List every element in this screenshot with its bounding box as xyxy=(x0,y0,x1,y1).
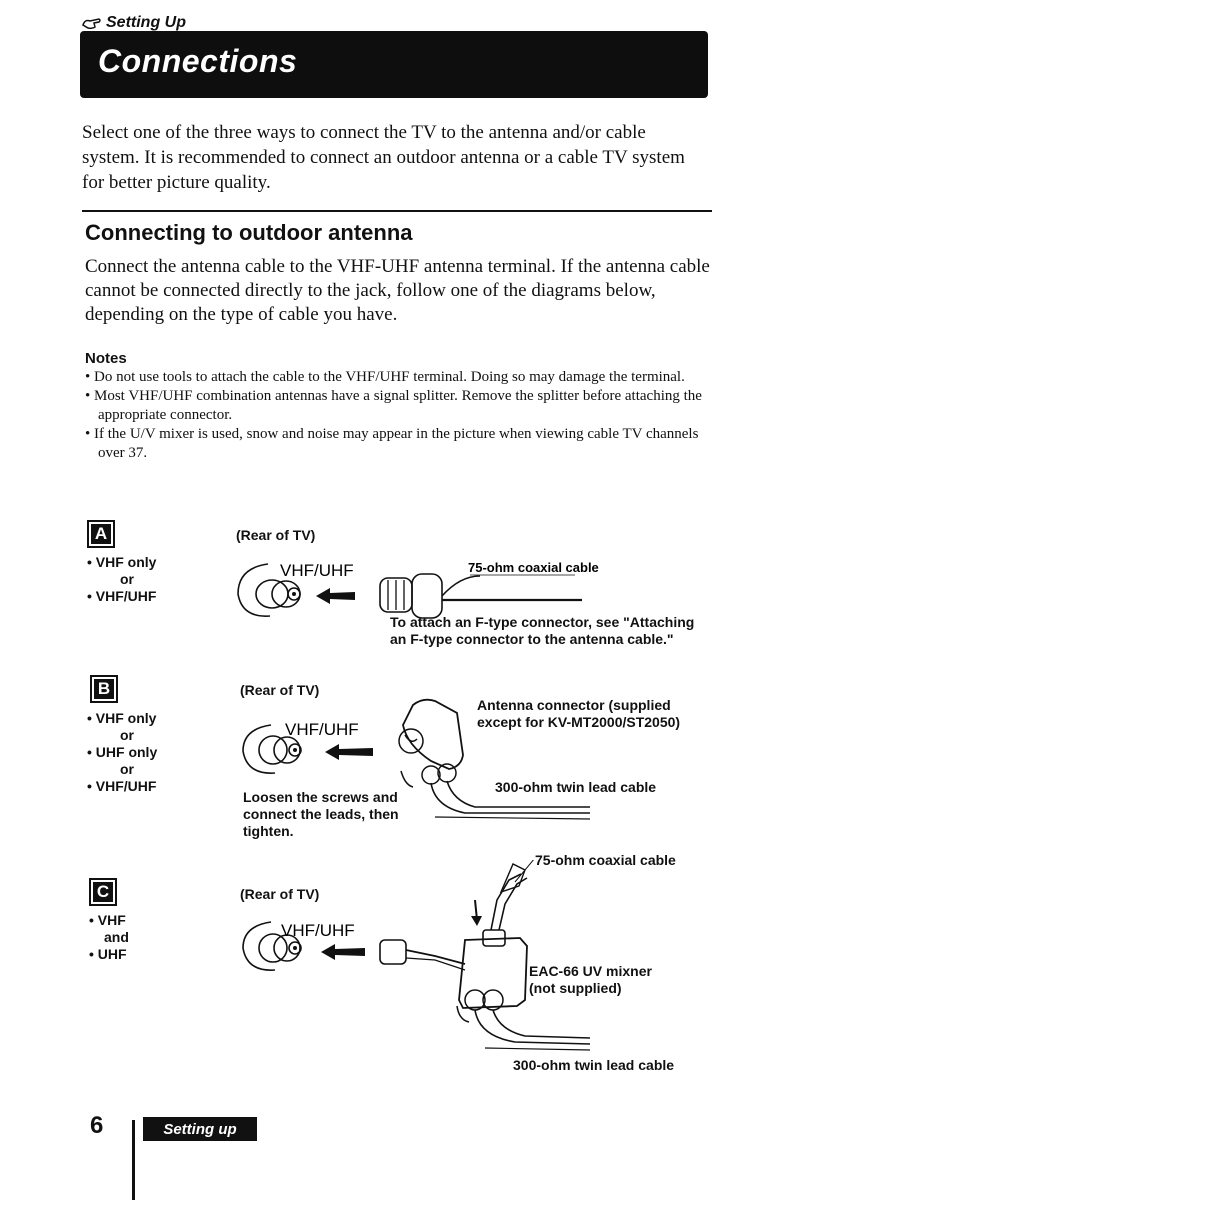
diagram-b-cable-label: 300-ohm twin lead cable xyxy=(495,779,657,795)
arrow-left-icon xyxy=(325,744,373,760)
diagram-c-badge: C xyxy=(89,878,117,906)
diagram-a-badge: A xyxy=(87,520,115,548)
terminal-label: VHF/UHF xyxy=(285,720,359,739)
note-item: • Most VHF/UHF combination antennas have a signal splitter. Remove the splitter before attaching the appropriate connector. xyxy=(85,388,702,423)
connector-line: except for KV-MT2000/ST2050) xyxy=(477,714,681,730)
diagram-b-badge: B xyxy=(90,675,118,703)
type-item: • VHF/UHF xyxy=(87,778,157,794)
type-item: • VHF xyxy=(89,912,126,928)
footer-rule xyxy=(132,1120,135,1200)
diagram-c-twin-label: 300-ohm twin lead cable xyxy=(513,1057,675,1073)
arrow-left-icon xyxy=(316,588,355,604)
diagram-c-types xyxy=(89,912,129,963)
section-heading: Connecting to outdoor antenna xyxy=(85,220,413,245)
diagram-c-mixer-label xyxy=(529,963,652,997)
notes-title: Notes xyxy=(85,350,127,367)
terminal-label: VHF/UHF xyxy=(281,921,355,940)
mixer-line: (not supplied) xyxy=(529,980,622,996)
mixer-line: EAC-66 UV mixner xyxy=(529,963,652,979)
coaxial-connector-icon xyxy=(380,574,582,618)
diagram-b-types xyxy=(87,710,157,795)
type-item: • UHF only xyxy=(87,744,158,760)
type-or: or xyxy=(120,761,134,777)
arrow-left-icon xyxy=(321,944,365,960)
diagram-a-note xyxy=(390,614,694,648)
type-item: • UHF xyxy=(89,946,127,962)
hand-icon xyxy=(82,16,102,30)
instruction-line: connect the leads, then xyxy=(243,806,399,822)
type-or: or xyxy=(120,571,134,587)
diagram-c-rear-label: (Rear of TV) xyxy=(240,886,320,902)
diagram-c-coax-label: 75-ohm coaxial cable xyxy=(535,852,676,868)
note-item: • Do not use tools to attach the cable to the VHF/UHF terminal. Doing so may damage the terminal. xyxy=(85,369,685,385)
instruction-line: Loosen the screws and xyxy=(243,789,398,805)
uv-mixer-icon xyxy=(380,860,590,1050)
diagram-a-types xyxy=(87,554,156,605)
type-item: • VHF only xyxy=(87,710,157,726)
footer-section-tab: Setting up xyxy=(143,1117,257,1141)
divider xyxy=(82,210,712,212)
notes-list xyxy=(85,368,710,463)
diagram-b-rear-label: (Rear of TV) xyxy=(240,682,320,698)
instruction-line: tighten. xyxy=(243,823,294,839)
page-number: 6 xyxy=(90,1112,104,1139)
diagram-b-instruction xyxy=(243,789,399,840)
note-line: To attach an F-type connector, see "Attaching xyxy=(390,614,695,630)
type-and: and xyxy=(104,929,129,945)
type-or: or xyxy=(120,727,134,743)
section-label-text: Setting Up xyxy=(106,14,186,31)
note-item: • If the U/V mixer is used, snow and noise may appear in the picture when viewing cable TV channels over 37. xyxy=(85,426,699,461)
note-line: an F-type connector to the antenna cable." xyxy=(390,631,674,647)
type-item: • VHF only xyxy=(87,554,157,570)
section-label xyxy=(82,14,186,32)
cable-label: 75-ohm coaxial cable xyxy=(468,560,599,575)
terminal-label: VHF/UHF xyxy=(280,561,354,580)
section-body: Connect the antenna cable to the VHF-UHF antenna terminal. If the antenna cable cannot be connected directly to the jack, follow one of the diagrams below, depending on the type of cable you have. xyxy=(85,256,710,325)
diagram-b-connector-label xyxy=(477,697,680,731)
diagram-a-rear-label: (Rear of TV) xyxy=(236,527,316,543)
page-title: Connections xyxy=(98,43,298,79)
type-item: • VHF/UHF xyxy=(87,588,157,604)
intro-paragraph: Select one of the three ways to connect the TV to the antenna and/or cable system. It is recommended to connect an outdoor antenna or a cable TV system for better picture quality. xyxy=(82,122,685,193)
connector-line: Antenna connector (supplied xyxy=(477,697,671,713)
